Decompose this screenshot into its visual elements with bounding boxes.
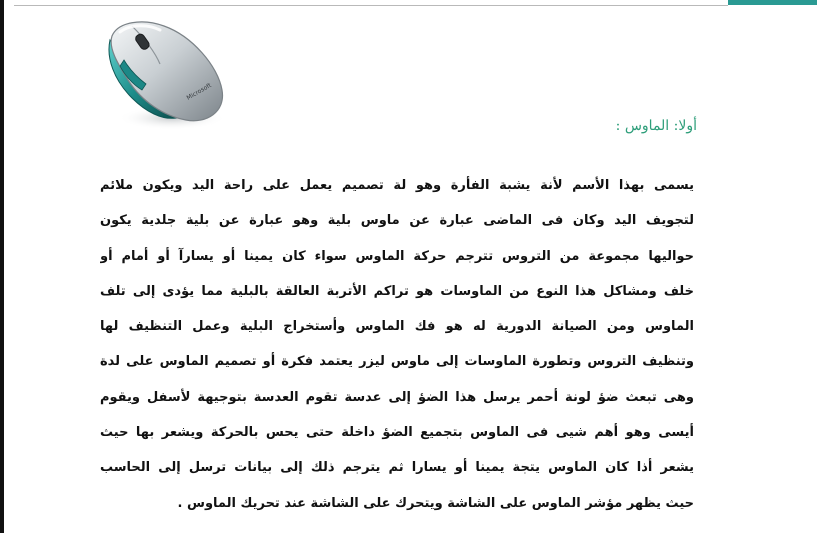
body-line: لتجويف اليد وكان فى الماضى عبارة عن ماوس بلية وهو عبارة عن بلية جلدية يكون	[100, 213, 694, 229]
body-line: وهى تبعث ضؤ لونة أحمر يرسل هذا الضؤ إلى عدسة تقوم العدسة بتوجيهة لأسفل ويقوم	[100, 389, 694, 405]
top-divider	[14, 5, 728, 6]
body-line: يسمى بهذا الأسم لأنة يشبة الفأرة وهو لة تصميم يعمل على راحة اليد ويكون ملائم	[100, 178, 694, 193]
body-line: خلف ومشاكل هذا النوع من الماوسات هو تراكم الأتربة العالقة بالبلية مما يؤدى إلى تلف	[100, 283, 694, 299]
body-line: يشعر أذا كان الماوس يتجة يمينا أو يسارا ثم يترجم ذلك إلى بيانات ترسل إلى الحاسب	[100, 460, 694, 476]
section-heading: أولا: الماوس :	[615, 118, 697, 134]
computer-mouse-icon	[102, 14, 230, 134]
mouse-logo: Microsoft	[185, 82, 213, 102]
body-line: حواليها مجموعة من التروس تترجم حركة الماوس سواء كان يمينا أو يسارآ أو أمام أو	[100, 248, 694, 264]
top-accent-bar	[728, 0, 817, 5]
body-line: وتنظيف التروس وتطورة الماوسات إلى ماوس ليزر يعتمد فكرة أو تصميم الماوس على لدة	[100, 354, 694, 370]
body-line: الماوس ومن الصيانة الدورية له هو فك الماوس وأستخراج البلية وعمل التنظيف لها	[100, 319, 694, 335]
body-line: حيث يظهر مؤشر الماوس على الشاشة ويتحرك على الشاشة عند تحريك الماوس .	[177, 495, 694, 511]
page-left-border	[0, 0, 4, 533]
body-line: أيسى وهو أهم شيى فى الماوس بتجميع الضؤ داخلة حتى يحس بالحركة ويشعر بها حيث	[100, 425, 694, 441]
article-body	[100, 168, 694, 521]
